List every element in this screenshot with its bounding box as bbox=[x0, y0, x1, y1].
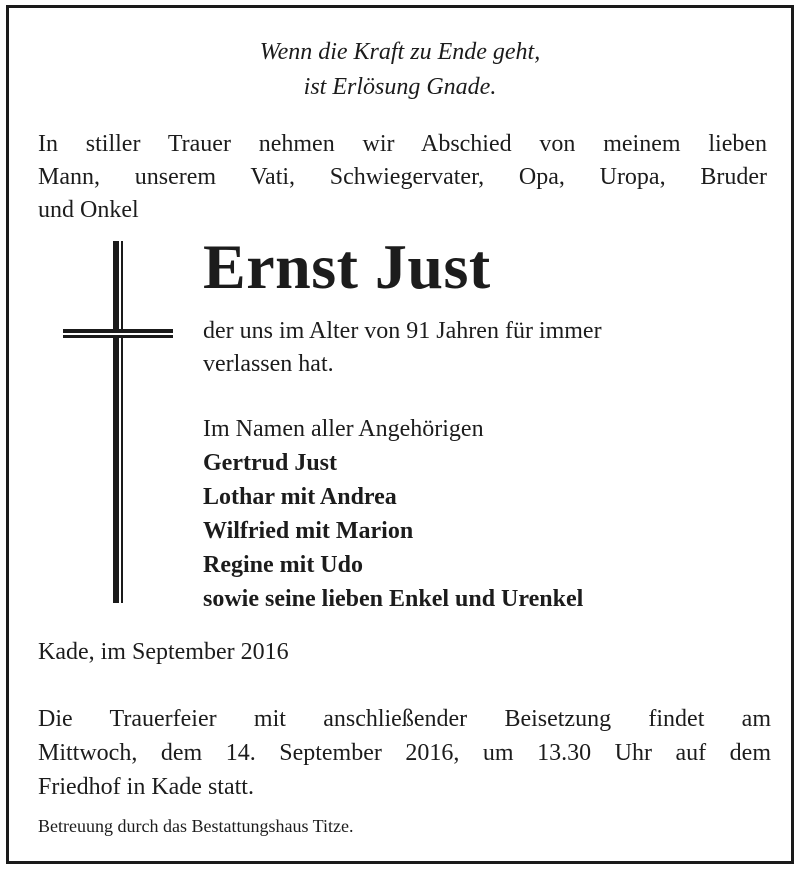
age-line-1: der uns im Alter von 91 Jahren für immer bbox=[203, 318, 602, 344]
intro-text bbox=[38, 128, 767, 227]
motto-line-2: ist Erlösung Gnade. bbox=[303, 74, 497, 100]
age-statement bbox=[203, 315, 763, 381]
intro-line-3: und Onkel bbox=[38, 197, 139, 223]
motto-line-1: Wenn die Kraft zu Ende geht, bbox=[259, 39, 541, 65]
mourner-name: sowie seine lieben Enkel und Urenkel bbox=[203, 586, 584, 612]
mourner-name: Lothar mit Andrea bbox=[203, 484, 397, 510]
motto-verse bbox=[9, 35, 791, 105]
mourner-name: Regine mit Udo bbox=[203, 552, 363, 578]
service-line-3: Friedhof in Kade statt. bbox=[38, 774, 254, 800]
funeral-service-info bbox=[38, 702, 771, 804]
age-line-2: verlassen hat. bbox=[203, 351, 334, 377]
funeral-home-note: Betreuung durch das Bestattungshaus Titze. bbox=[38, 816, 354, 836]
intro-line-1: In stiller Trauer nehmen wir Abschied von meinem lieben bbox=[38, 131, 767, 157]
mourners-heading: Im Namen aller Angehörigen bbox=[203, 416, 484, 442]
mourner-name: Gertrud Just bbox=[203, 450, 337, 476]
intro-line-2: Mann, unserem Vati, Schwiegervater, Opa, Uropa, Bruder bbox=[38, 164, 767, 190]
deceased-name: Ernst Just bbox=[203, 231, 491, 302]
service-line-2: Mittwoch, dem 14. September 2016, um 13.30 Uhr auf dem bbox=[38, 740, 771, 766]
place-date: Kade, im September 2016 bbox=[38, 639, 289, 665]
mourner-name: Wilfried mit Marion bbox=[203, 518, 414, 544]
cross-icon bbox=[53, 241, 173, 603]
mourners-block bbox=[203, 412, 763, 616]
service-line-1: Die Trauerfeier mit anschließender Beisetzung findet am bbox=[38, 706, 771, 732]
obituary-notice bbox=[6, 5, 794, 864]
